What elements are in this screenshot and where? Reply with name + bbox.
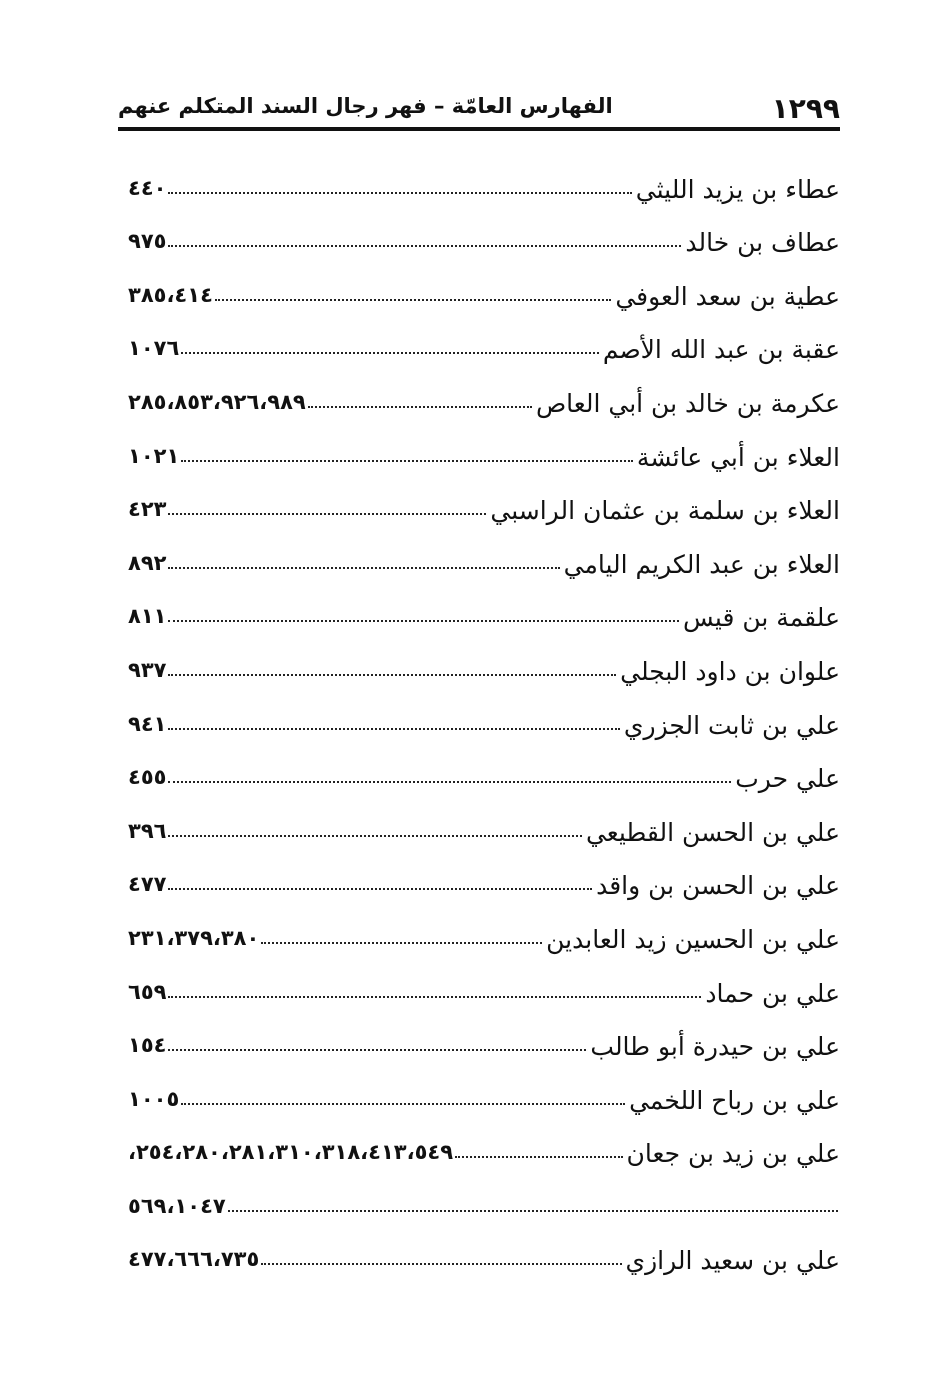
index-entry xyxy=(128,210,840,264)
dot-leader xyxy=(168,513,486,515)
index-entry xyxy=(128,692,840,746)
dot-leader xyxy=(168,567,559,569)
entry-name: علي بن حماد xyxy=(705,978,840,1008)
dot-leader xyxy=(181,352,599,354)
entry-name: عطاء بن يزيد الليثي xyxy=(635,174,840,204)
dot-leader xyxy=(168,835,581,837)
entry-name: علقمة بن قيس xyxy=(683,603,840,633)
index-entry xyxy=(128,1121,840,1175)
entry-name: علوان بن داود البجلي xyxy=(620,656,840,686)
entry-name: علي بن الحسين زيد العابدين xyxy=(546,924,840,954)
entry-name: عقبة بن عبد الله الأصم xyxy=(602,335,840,365)
entry-name: عطية بن سعد العوفي xyxy=(615,281,840,311)
entry-pages: ٣٩٦ xyxy=(128,818,167,843)
entry-name: عكرمة بن خالد بن أبي العاص xyxy=(535,388,840,418)
dot-leader xyxy=(181,1103,625,1105)
dot-leader xyxy=(168,674,616,676)
entry-name: علي حرب xyxy=(735,764,840,794)
entry-pages: ٩٣٧ xyxy=(128,657,167,682)
entry-pages: ٤٥٥ xyxy=(128,765,167,790)
index-entry xyxy=(128,585,840,639)
dot-leader xyxy=(261,942,542,944)
header-rule xyxy=(118,127,840,131)
entry-name: العلاء بن عبد الكريم اليامي xyxy=(563,549,840,579)
page-header xyxy=(118,88,840,126)
dot-leader xyxy=(168,996,701,998)
index-entry xyxy=(128,317,840,371)
entry-pages: ٥٦٩،١٠٤٧ xyxy=(128,1193,226,1218)
index-entry xyxy=(128,424,840,478)
index-list xyxy=(128,156,840,1281)
entry-pages: ٢٥٤،٢٨٠،٢٨١،٣١٠،٣١٨،٤١٣،٥٤٩، xyxy=(128,1140,454,1165)
entry-pages: ١٠٢١ xyxy=(128,443,180,468)
entry-pages: ١٠٠٥ xyxy=(128,1086,180,1111)
index-entry xyxy=(128,531,840,585)
dot-leader xyxy=(168,192,631,194)
dot-leader xyxy=(168,781,731,783)
dot-leader xyxy=(181,460,633,462)
index-entry xyxy=(128,263,840,317)
dot-leader xyxy=(168,888,592,890)
entry-pages: ٢٣١،٣٧٩،٣٨٠ xyxy=(128,925,260,950)
entry-pages: ١٠٧٦ xyxy=(128,336,180,361)
dot-leader xyxy=(168,620,679,622)
entry-name: علي بن سعيد الرازي xyxy=(625,1246,840,1276)
entry-name: علي بن ثابت الجزري xyxy=(623,710,840,740)
entry-pages: ٤٤٠ xyxy=(128,175,167,200)
entry-pages: ٩٤١ xyxy=(128,711,167,736)
entry-pages: ٨١١ xyxy=(128,604,167,629)
entry-name: علي بن حيدرة أبو طالب xyxy=(590,1032,840,1062)
dot-leader xyxy=(455,1156,623,1158)
index-entry xyxy=(128,746,840,800)
running-title: الفهارس العامّة – فهر رجال السند المتكلم عنهم xyxy=(118,94,613,118)
entry-name: العلاء بن أبي عائشة xyxy=(636,442,840,472)
index-entry xyxy=(128,853,840,907)
entry-name: علي بن الحسن القطيعي xyxy=(585,817,840,847)
dot-leader xyxy=(261,1263,621,1265)
dot-leader xyxy=(308,406,532,408)
entry-pages: ٣٨٥،٤١٤ xyxy=(128,282,213,307)
index-entry xyxy=(128,799,840,853)
dot-leader xyxy=(228,1210,838,1212)
entry-name: العلاء بن سلمة بن عثمان الراسبي xyxy=(490,496,840,526)
page-number: ١٢٩٩ xyxy=(771,92,840,125)
index-entry xyxy=(128,906,840,960)
entry-pages: ٤٧٧ xyxy=(128,872,167,897)
index-entry xyxy=(128,1014,840,1068)
dot-leader xyxy=(168,245,681,247)
entry-name: علي بن رباح اللخمي xyxy=(629,1085,840,1115)
index-entry xyxy=(128,960,840,1014)
entry-pages: ٩٧٥ xyxy=(128,229,167,254)
entry-pages: ٢٨٥،٨٥٣،٩٢٦،٩٨٩ xyxy=(128,389,306,414)
index-entry xyxy=(128,638,840,692)
index-entry xyxy=(128,156,840,210)
dot-leader xyxy=(168,728,619,730)
index-entry xyxy=(128,1067,840,1121)
entry-pages: ٦٥٩ xyxy=(128,979,167,1004)
dot-leader xyxy=(168,1049,586,1051)
entry-pages: ٨٩٢ xyxy=(128,550,167,575)
dot-leader xyxy=(215,299,611,301)
index-entry xyxy=(128,478,840,532)
entry-pages: ٤٢٣ xyxy=(128,497,167,522)
entry-name: عطاف بن خالد xyxy=(685,228,840,258)
index-entry-continuation xyxy=(128,1174,840,1228)
index-entry xyxy=(128,1228,840,1282)
index-entry xyxy=(128,370,840,424)
entry-pages: ٤٧٧،٦٦٦،٧٣٥ xyxy=(128,1247,260,1272)
entry-name: علي بن زيد بن جعان xyxy=(626,1139,840,1169)
entry-name: علي بن الحسن بن واقد xyxy=(596,871,840,901)
entry-pages: ١٥٤ xyxy=(128,1033,167,1058)
